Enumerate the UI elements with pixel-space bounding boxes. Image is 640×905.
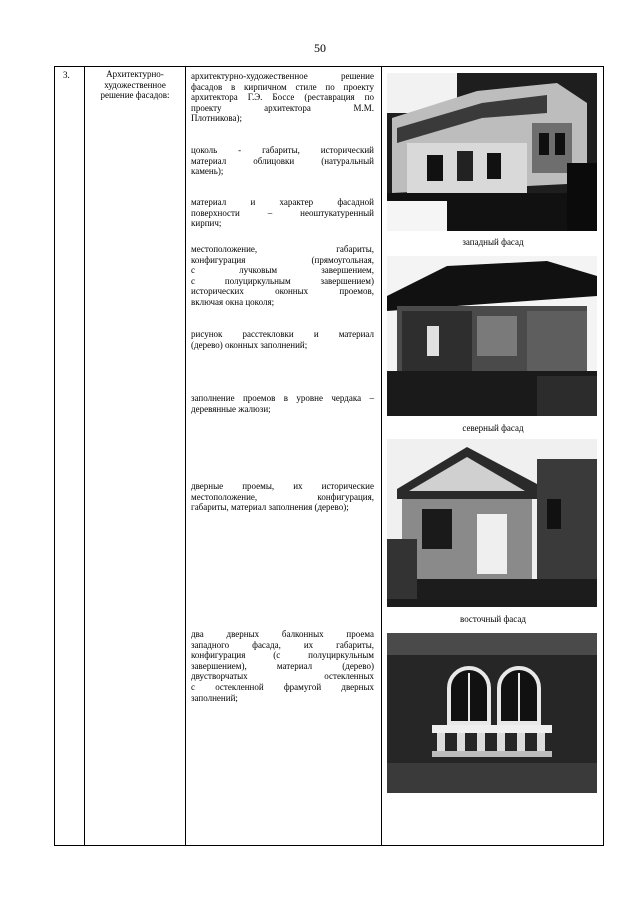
requirements-cell [186, 67, 382, 846]
requirement-item: архитектурно-художественное решение фасадов в кирпичном стиле по проекту архитектора Г.Э. Боссе (реставрация по проекту архитектора М.М. Плотникова); [191, 71, 374, 124]
house-photo-west [387, 73, 597, 231]
document-table [54, 66, 604, 846]
photos-cell [382, 67, 604, 846]
page-number: 50 [314, 41, 326, 55]
balcony-photo [387, 633, 597, 793]
row-number: 3. [55, 67, 85, 846]
requirement-item: местоположение, габариты, конфигурация (прямоугольная, с лучковым завершением, с полуциркульным завершением) исторических оконных проемов, включая окна цоколя; [191, 244, 374, 307]
requirement-item: цоколь - габариты, исторический материал облицовки (натуральный камень); [191, 145, 374, 177]
table-row [55, 67, 604, 846]
requirement-item: материал и характер фасадной поверхности – неоштукатуренный кирпич; [191, 197, 374, 229]
photo-caption: западный фасад [462, 237, 524, 247]
requirement-item: заполнение проемов в уровне чердака – деревянные жалюзи; [191, 393, 374, 414]
requirement-item: рисунок расстекловки и материал (дерево) оконных заполнений; [191, 329, 374, 350]
photo-caption: северный фасад [462, 423, 524, 433]
row-name: Архитектурно-художественное решение фасадов: [85, 67, 186, 846]
requirement-item: два дверных балконных проема западного фасада, их габариты, конфигурация (с полуциркульным завершением), материал (дерево) двустворчатых остекленных с остекленной фрамугой дверных заполнений; [191, 629, 374, 703]
house-photo-east [387, 439, 597, 607]
house-photo-north [387, 256, 597, 416]
photo-caption: восточный фасад [460, 614, 526, 624]
requirement-item: дверные проемы, их исторические местоположение, конфигурация, габариты, материал заполнения (дерево); [191, 481, 374, 513]
